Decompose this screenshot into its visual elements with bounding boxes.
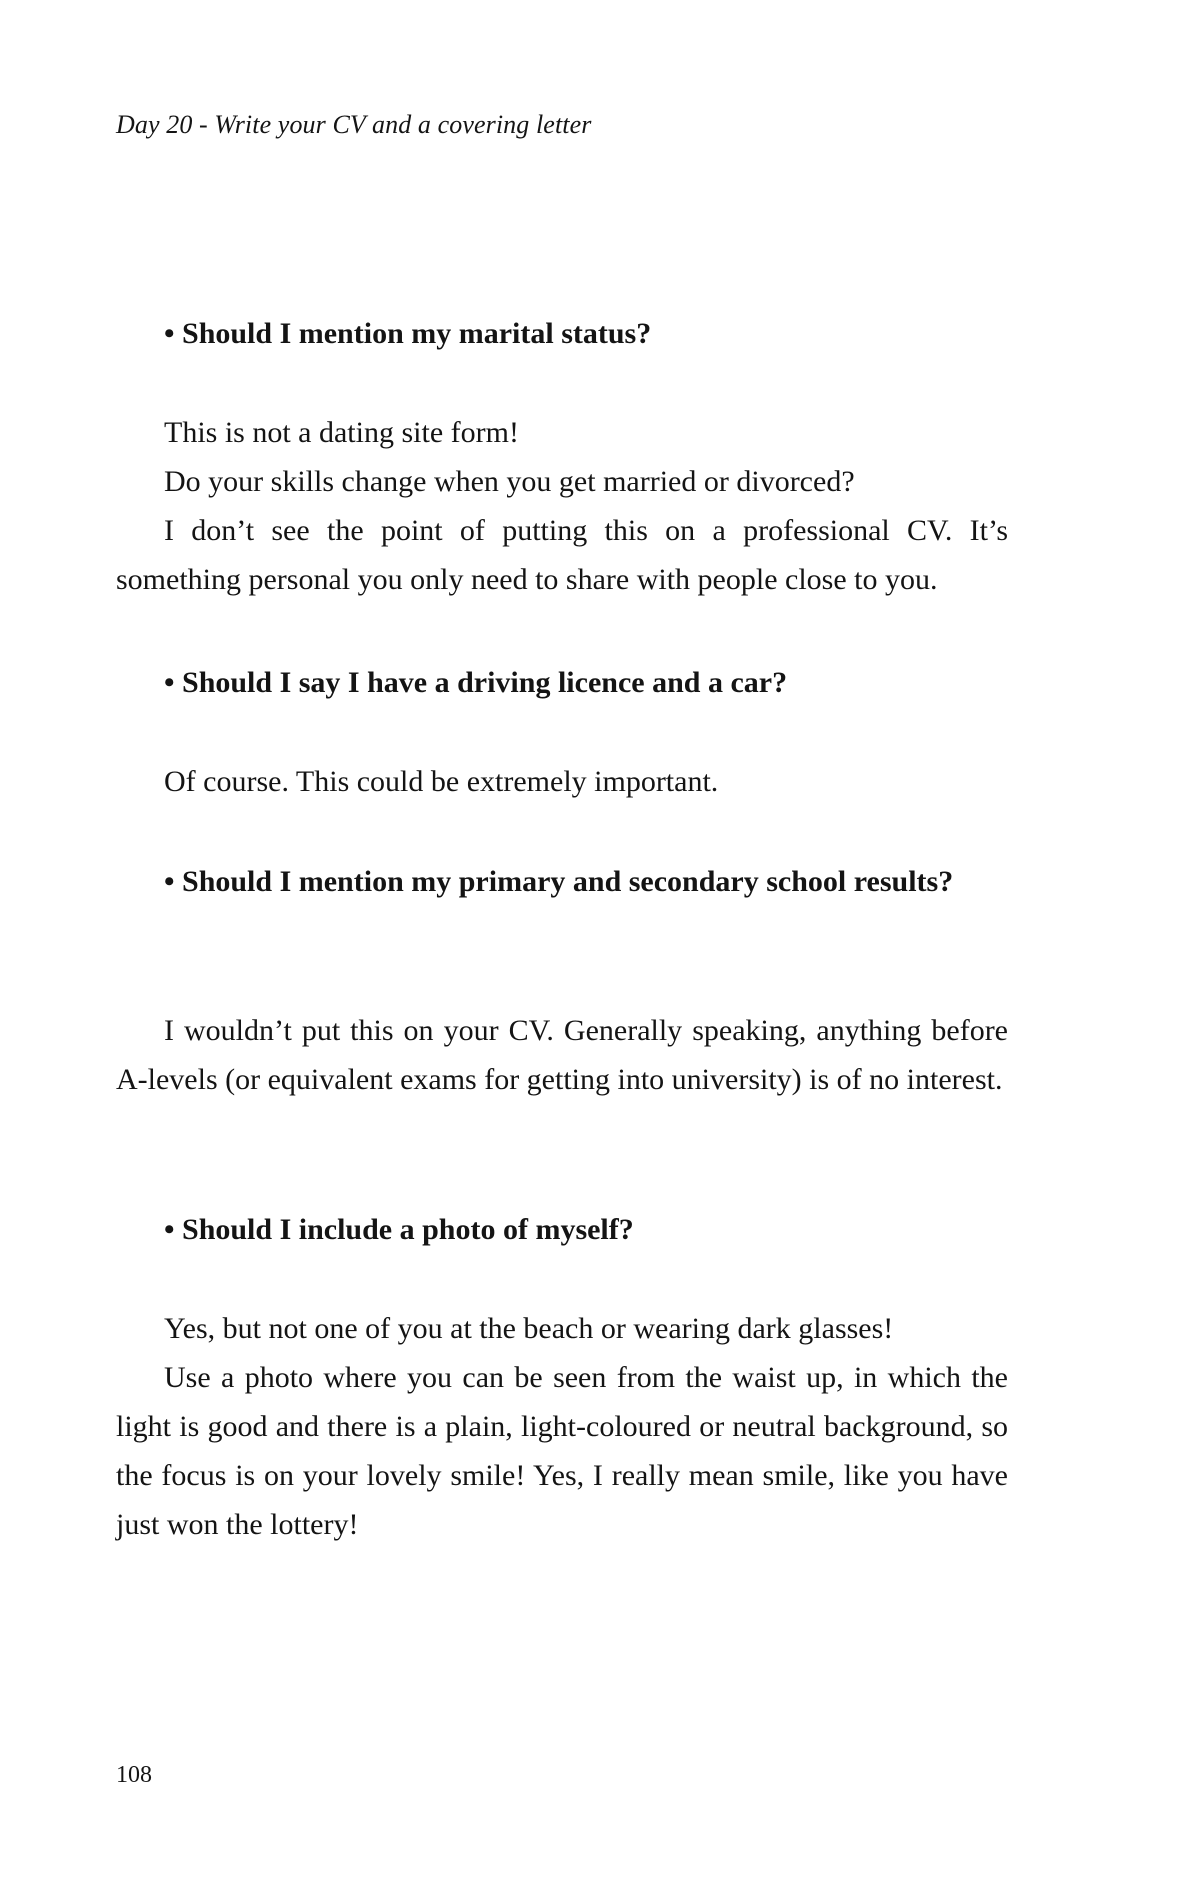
answer-driving-licence: [116, 757, 1008, 806]
question-heading: • Should I include a photo of myself?: [164, 1213, 634, 1246]
running-head: Day 20 - Write your CV and a covering letter: [116, 110, 592, 139]
section-marital-status: [116, 309, 1008, 358]
answer-paragraph: Of course. This could be extremely important.: [164, 765, 719, 798]
answer-paragraph: Yes, but not one of you at the beach or wearing dark glasses!: [164, 1312, 894, 1345]
answer-paragraph: Do your skills change when you get married or divorced?: [164, 465, 855, 498]
section-photo: [116, 1205, 1008, 1254]
answer-paragraph: This is not a dating site form!: [164, 416, 519, 449]
answer-paragraph: Use a photo where you can be seen from the waist up, in which the light is good and there is a plain, light-coloured or neutral background, so the focus is on your lovely smile! Yes, I really mean smile, like you have just won the lottery!: [116, 1361, 1008, 1541]
answer-paragraph: I wouldn’t put this on your CV. Generally speaking, anything before A-levels (or equivalent exams for getting into university) is of no interest.: [116, 1014, 1008, 1096]
answer-school-results: [116, 1006, 1008, 1104]
page-number: 108: [116, 1762, 152, 1788]
question-heading: • Should I mention my primary and secondary school results?: [164, 865, 954, 898]
answer-marital-status: [116, 408, 1008, 604]
answer-paragraph: I don’t see the point of putting this on a professional CV. It’s something personal you only need to share with people close to you.: [116, 514, 1008, 596]
question-heading: • Should I say I have a driving licence and a car?: [164, 666, 788, 699]
question-heading: • Should I mention my marital status?: [164, 317, 652, 350]
section-school-results: [116, 857, 1008, 906]
answer-photo: [116, 1304, 1008, 1549]
section-driving-licence: [116, 658, 1008, 707]
